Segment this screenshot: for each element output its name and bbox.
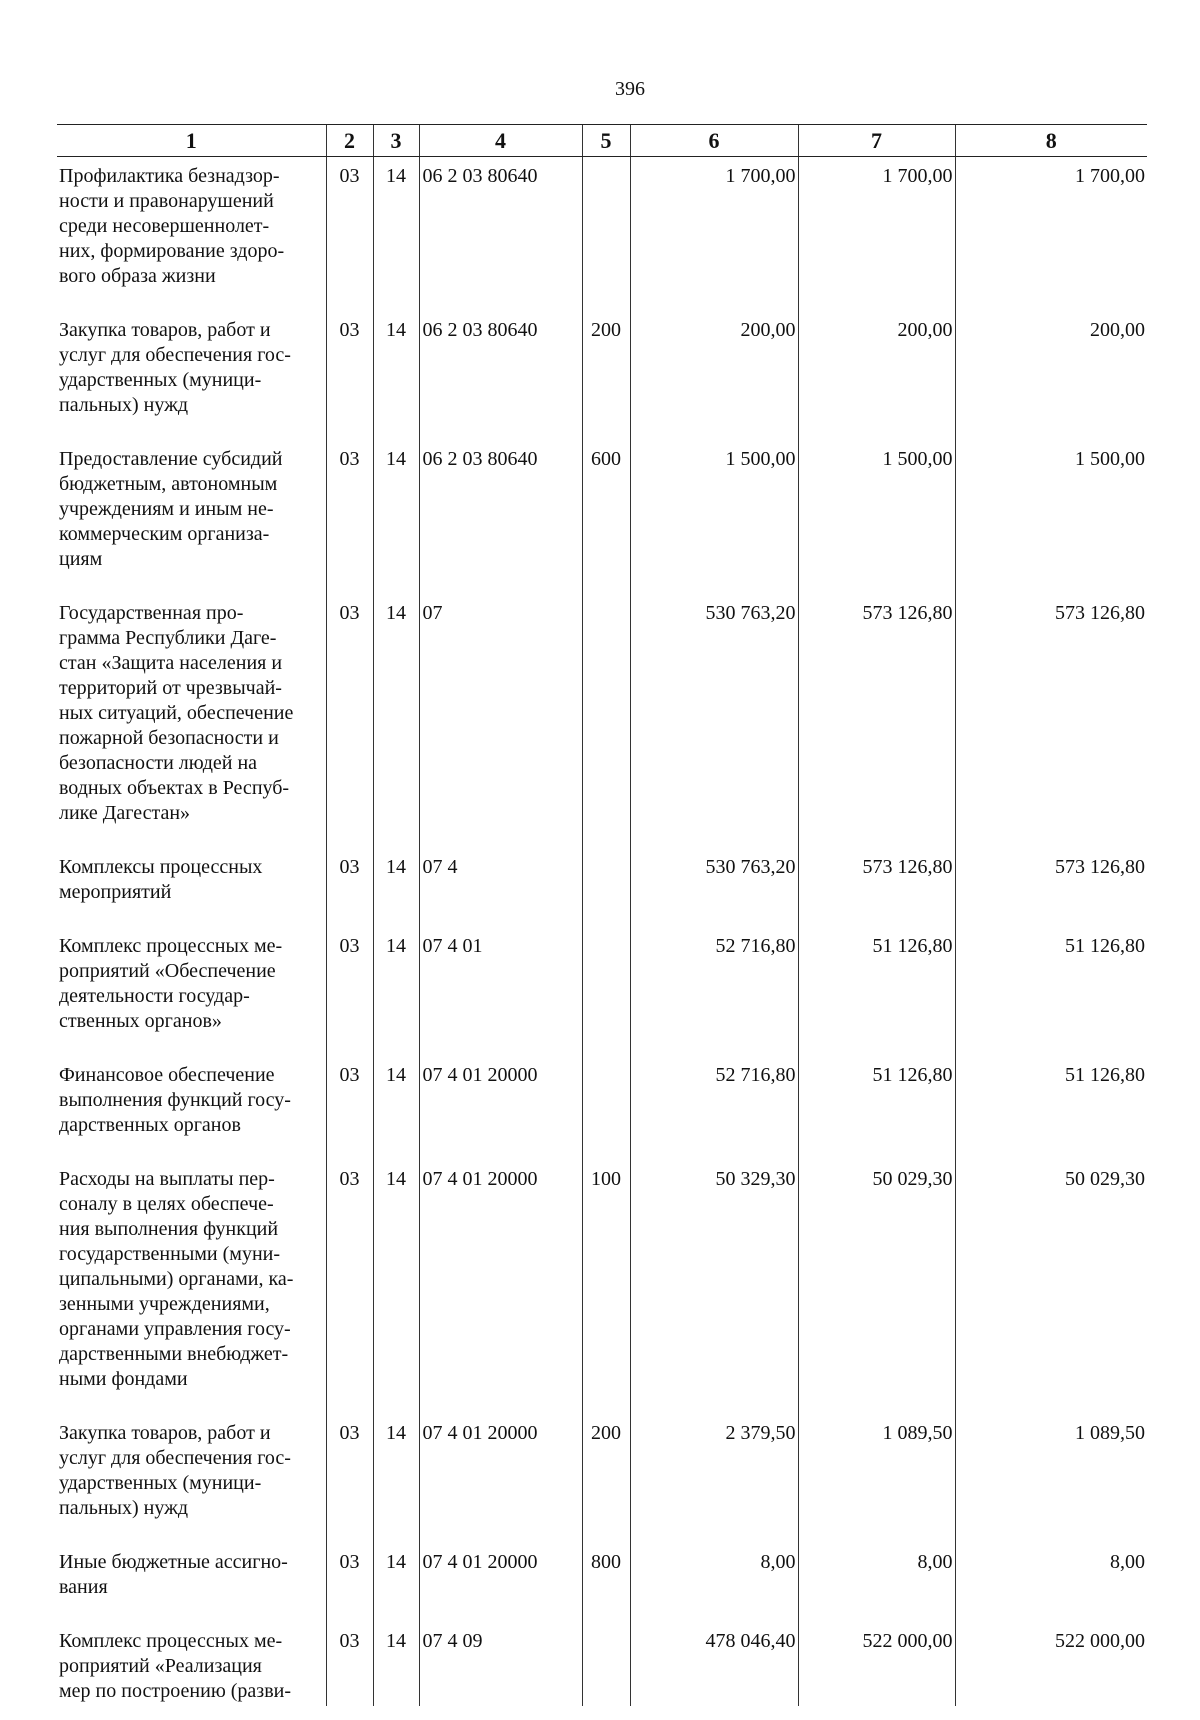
target-article-code: 06 2 03 80640 <box>419 440 582 594</box>
column-header-3: 3 <box>373 125 419 157</box>
subsection-code: 14 <box>373 927 419 1056</box>
column-header-4: 4 <box>419 125 582 157</box>
row-name-cell <box>57 927 326 1056</box>
amount-col8: 51 126,80 <box>955 927 1147 1056</box>
row-name: Комплекс процессных ме- роприятий «Реализация мер по построению (разви- <box>59 1630 292 1702</box>
subsection-code: 14 <box>373 1414 419 1543</box>
amount-col7: 200,00 <box>798 311 955 440</box>
table-row <box>57 157 1147 312</box>
table-row <box>57 848 1147 927</box>
section-code: 03 <box>326 1414 373 1543</box>
amount-col6: 530 763,20 <box>630 594 798 848</box>
subsection-code: 14 <box>373 594 419 848</box>
subsection-code: 14 <box>373 311 419 440</box>
row-name: Комплексы процессных мероприятий <box>59 856 263 903</box>
expense-type-code: 200 <box>582 1414 630 1543</box>
row-name: Профилактика безнадзор- ности и правонарушений среди несовершеннолет- них, формирование здоро- вого образа жизни <box>59 165 285 287</box>
subsection-code: 14 <box>373 157 419 312</box>
subsection-code: 14 <box>373 1622 419 1706</box>
row-name-cell <box>57 848 326 927</box>
amount-col7: 573 126,80 <box>798 848 955 927</box>
expense-type-code: 600 <box>582 440 630 594</box>
expense-type-code <box>582 1622 630 1706</box>
amount-col6: 50 329,30 <box>630 1160 798 1414</box>
section-code: 03 <box>326 1056 373 1160</box>
amount-col8: 1 089,50 <box>955 1414 1147 1543</box>
target-article-code: 06 2 03 80640 <box>419 311 582 440</box>
amount-col7: 1 500,00 <box>798 440 955 594</box>
subsection-code: 14 <box>373 1160 419 1414</box>
row-name-cell <box>57 594 326 848</box>
column-header-8: 8 <box>955 125 1147 157</box>
table-row <box>57 594 1147 848</box>
row-name-cell <box>57 157 326 312</box>
section-code: 03 <box>326 440 373 594</box>
row-name-cell <box>57 1056 326 1160</box>
table-header-row <box>57 125 1147 157</box>
column-header-6: 6 <box>630 125 798 157</box>
row-name-cell <box>57 1160 326 1414</box>
row-name: Иные бюджетные ассигно- вания <box>59 1551 288 1598</box>
row-name: Расходы на выплаты пер- соналу в целях обеспече- ния выполнения функций государственными (муни- ципальными) органами, ка- зенными учреждениями, органами управления госу- дарственными внебюджет- ными фондами <box>59 1168 294 1390</box>
amount-col8: 1 700,00 <box>955 157 1147 312</box>
target-article-code: 06 2 03 80640 <box>419 157 582 312</box>
row-name-cell <box>57 1414 326 1543</box>
amount-col6: 52 716,80 <box>630 927 798 1056</box>
row-name: Предоставление субсидий бюджетным, автономным учреждениям и иным не- коммерческим организа- циям <box>59 448 283 570</box>
amount-col7: 522 000,00 <box>798 1622 955 1706</box>
amount-col7: 573 126,80 <box>798 594 955 848</box>
row-name: Комплекс процессных ме- роприятий «Обеспечение деятельности государ- ственных органов» <box>59 935 283 1032</box>
expense-type-code <box>582 848 630 927</box>
table-row <box>57 1622 1147 1706</box>
section-code: 03 <box>326 157 373 312</box>
row-name-cell <box>57 1543 326 1622</box>
section-code: 03 <box>326 1543 373 1622</box>
amount-col6: 52 716,80 <box>630 1056 798 1160</box>
target-article-code: 07 4 01 20000 <box>419 1414 582 1543</box>
column-header-5: 5 <box>582 125 630 157</box>
amount-col8: 573 126,80 <box>955 848 1147 927</box>
table-row <box>57 927 1147 1056</box>
row-name-cell <box>57 311 326 440</box>
budget-table <box>57 124 1147 1706</box>
row-name: Государственная про- грамма Республики Даге- стан «Защита населения и территорий от чрезвычай- ных ситуаций, обеспечение пожарной безопасности и безопасности людей на водных объектах в Респуб- лике Дагестан» <box>59 602 294 824</box>
target-article-code: 07 4 01 20000 <box>419 1056 582 1160</box>
table-row <box>57 440 1147 594</box>
amount-col8: 573 126,80 <box>955 594 1147 848</box>
amount-col6: 1 500,00 <box>630 440 798 594</box>
amount-col7: 1 089,50 <box>798 1414 955 1543</box>
column-header-2: 2 <box>326 125 373 157</box>
target-article-code: 07 4 01 <box>419 927 582 1056</box>
amount-col8: 522 000,00 <box>955 1622 1147 1706</box>
amount-col8: 200,00 <box>955 311 1147 440</box>
subsection-code: 14 <box>373 440 419 594</box>
amount-col6: 2 379,50 <box>630 1414 798 1543</box>
expense-type-code <box>582 157 630 312</box>
amount-col6: 478 046,40 <box>630 1622 798 1706</box>
section-code: 03 <box>326 848 373 927</box>
column-header-1: 1 <box>57 125 326 157</box>
expense-type-code: 800 <box>582 1543 630 1622</box>
target-article-code: 07 4 01 20000 <box>419 1160 582 1414</box>
row-name: Финансовое обеспечение выполнения функций госу- дарственных органов <box>59 1064 291 1136</box>
table-row <box>57 1414 1147 1543</box>
target-article-code: 07 <box>419 594 582 848</box>
expense-type-code <box>582 927 630 1056</box>
subsection-code: 14 <box>373 1056 419 1160</box>
amount-col7: 51 126,80 <box>798 1056 955 1160</box>
section-code: 03 <box>326 594 373 848</box>
amount-col6: 8,00 <box>630 1543 798 1622</box>
subsection-code: 14 <box>373 848 419 927</box>
row-name: Закупка товаров, работ и услуг для обеспечения гос- ударственных (муници- пальных) нужд <box>59 1422 291 1519</box>
amount-col7: 51 126,80 <box>798 927 955 1056</box>
row-name-cell <box>57 440 326 594</box>
amount-col8: 1 500,00 <box>955 440 1147 594</box>
row-name-cell <box>57 1622 326 1706</box>
amount-col8: 51 126,80 <box>955 1056 1147 1160</box>
expense-type-code: 100 <box>582 1160 630 1414</box>
target-article-code: 07 4 09 <box>419 1622 582 1706</box>
amount-col7: 8,00 <box>798 1543 955 1622</box>
row-name: Закупка товаров, работ и услуг для обеспечения гос- ударственных (муници- пальных) нужд <box>59 319 291 416</box>
target-article-code: 07 4 <box>419 848 582 927</box>
amount-col6: 1 700,00 <box>630 157 798 312</box>
table-row <box>57 1056 1147 1160</box>
section-code: 03 <box>326 311 373 440</box>
table-row <box>57 1543 1147 1622</box>
table-row <box>57 311 1147 440</box>
page-number: 396 <box>615 78 645 100</box>
column-header-7: 7 <box>798 125 955 157</box>
expense-type-code <box>582 594 630 848</box>
amount-col6: 200,00 <box>630 311 798 440</box>
section-code: 03 <box>326 1160 373 1414</box>
table-row <box>57 1160 1147 1414</box>
expense-type-code: 200 <box>582 311 630 440</box>
expense-type-code <box>582 1056 630 1160</box>
amount-col6: 530 763,20 <box>630 848 798 927</box>
subsection-code: 14 <box>373 1543 419 1622</box>
amount-col8: 50 029,30 <box>955 1160 1147 1414</box>
target-article-code: 07 4 01 20000 <box>419 1543 582 1622</box>
amount-col7: 50 029,30 <box>798 1160 955 1414</box>
amount-col8: 8,00 <box>955 1543 1147 1622</box>
amount-col7: 1 700,00 <box>798 157 955 312</box>
section-code: 03 <box>326 927 373 1056</box>
section-code: 03 <box>326 1622 373 1706</box>
